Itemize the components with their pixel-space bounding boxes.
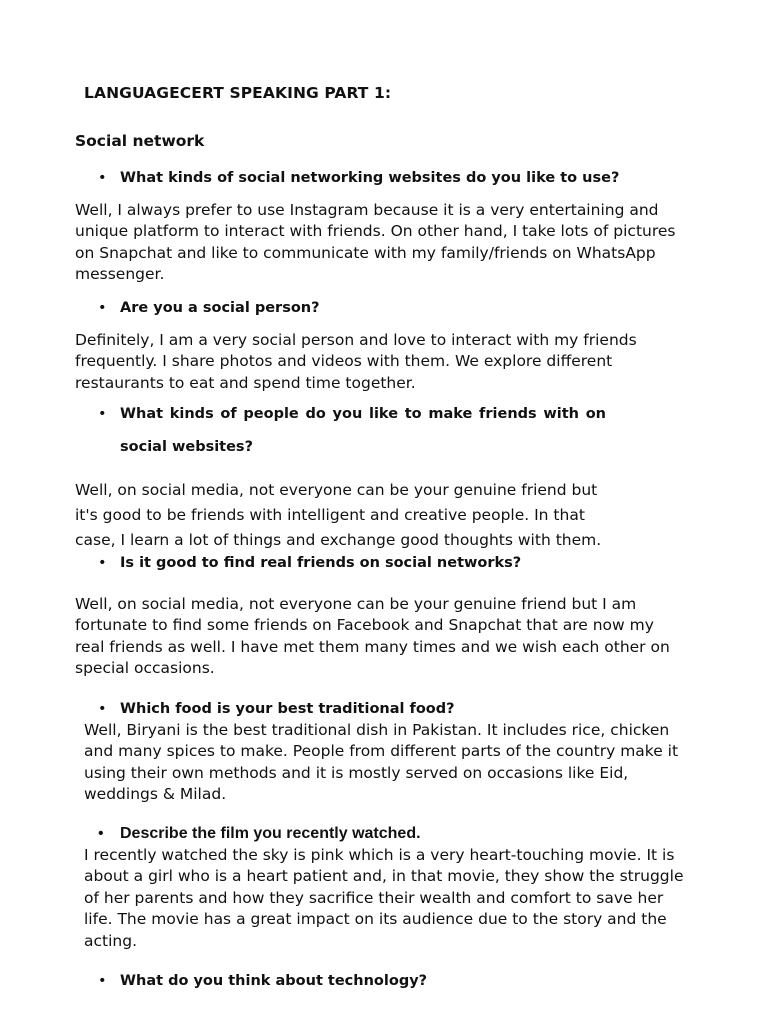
- section-title: Social network: [75, 132, 205, 150]
- question-text: What kinds of people do you like to make friends with on social websites?: [120, 406, 606, 455]
- answer-paragraph: Definitely, I am a very social person and love to interact with my friends frequently. I share photos and videos with them. We explore different restaurants to eat and spend time together.: [75, 331, 637, 392]
- answer-paragraph: Well, on social media, not everyone can be your genuine friend but I am fortunate to find some friends on Facebook and Snapchat that are now my real friends as well. I have met them many times and we wish each other on special occasions.: [75, 595, 670, 678]
- question-item: [98, 701, 455, 717]
- question-text: What kinds of social networking websites do you like to use?: [120, 170, 620, 186]
- question-item: [98, 555, 522, 571]
- bullet-icon: •: [98, 170, 107, 186]
- bullet-icon: •: [98, 973, 107, 989]
- answer-paragraph: Well, on social media, not everyone can be your genuine friend but it's good to be friends with intelligent and creative people. In that case, I learn a lot of things and exchange good thoughts with them.: [75, 481, 602, 549]
- question-text: What do you think about technology?: [120, 973, 428, 989]
- question-item: [98, 170, 620, 186]
- answer-paragraph: I recently watched the sky is pink which is a very heart-touching movie. It is about a girl who is a heart patient and, in that movie, they show the struggle of her parents and how they sacrifice their wealth and comfort to save her life. The movie has a great impact on its audience due to the story and the acting.: [84, 846, 684, 950]
- bullet-icon: •: [98, 406, 107, 422]
- question-item: [98, 825, 421, 843]
- question-item: [98, 973, 428, 989]
- question-item: [98, 398, 606, 464]
- bullet-icon: •: [98, 701, 107, 717]
- question-text: Is it good to find real friends on social networks?: [120, 555, 522, 571]
- question-text: Which food is your best traditional food?: [120, 701, 455, 717]
- question-text: Are you a social person?: [120, 300, 320, 316]
- question-text: Describe the film you recently watched.: [120, 825, 421, 842]
- bullet-icon: •: [98, 825, 104, 842]
- answer-paragraph: Well, I always prefer to use Instagram because it is a very entertaining and unique platform to interact with friends. On other hand, I take lots of pictures on Snapchat and like to communicate with my family/friends on WhatsApp messenger.: [75, 201, 676, 284]
- bullet-icon: •: [98, 300, 107, 316]
- question-item: [98, 300, 320, 316]
- bullet-icon: •: [98, 555, 107, 571]
- answer-paragraph: Well, Biryani is the best traditional dish in Pakistan. It includes rice, chicken and many spices to make. People from different parts of the country make it using their own methods and it is mostly served on occasions like Eid, weddings & Milad.: [84, 721, 679, 804]
- document-title: LANGUAGECERT SPEAKING PART 1:: [84, 84, 392, 102]
